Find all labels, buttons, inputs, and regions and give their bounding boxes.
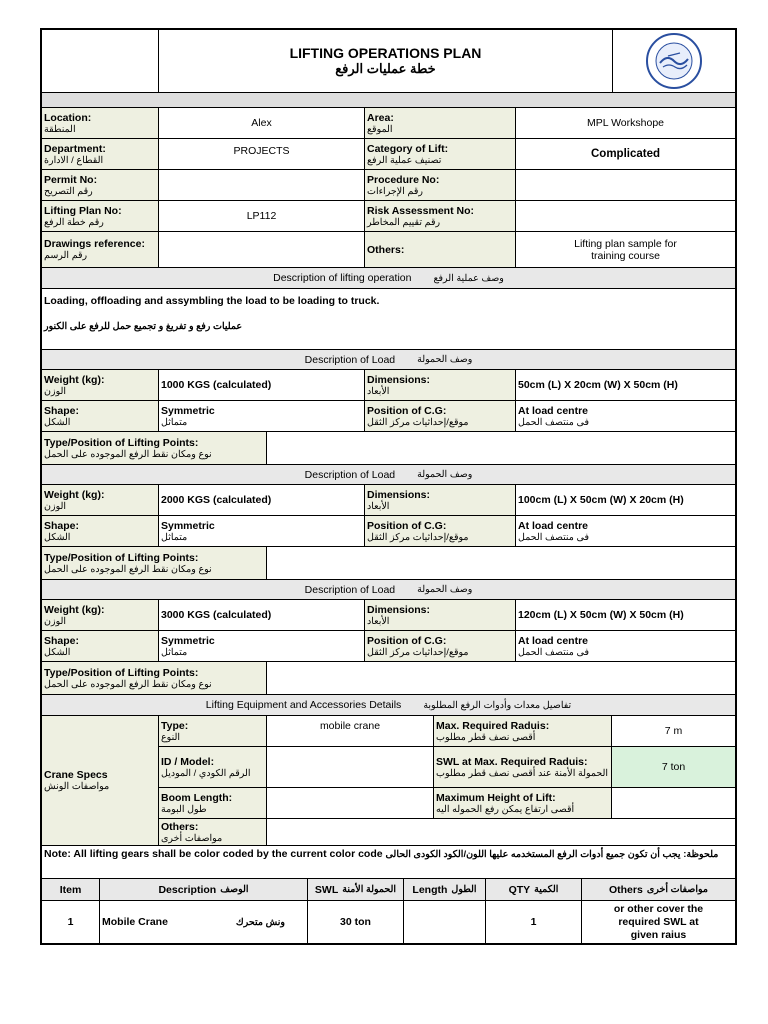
header-row — [42, 30, 735, 93]
load-1-shape-row — [42, 401, 735, 432]
weight-label-cell — [42, 370, 159, 400]
load-1-cg-cell — [516, 401, 735, 431]
load-1-shape: Symmetric — [161, 404, 215, 417]
row-length — [404, 901, 486, 943]
col-item-header — [42, 879, 100, 900]
drawings-label-arabic: رقم الرسم — [44, 250, 88, 261]
department-label: Department: — [44, 142, 106, 155]
load-1-points-row — [42, 432, 735, 465]
load-2-shape-cell — [159, 516, 365, 546]
shape-label-cell — [42, 401, 159, 431]
load-1-cg-arabic: فى منتصف الحمل — [518, 416, 589, 428]
dimensions-label: Dimensions: — [367, 373, 431, 386]
col-description-arabic: الوصف — [220, 884, 249, 895]
weight-label: Weight (kg): — [44, 373, 105, 386]
crane-specs-block — [42, 716, 735, 846]
load-3-points-row — [42, 662, 735, 695]
model-label: ID / Model: — [161, 755, 215, 768]
area-label: Area: — [367, 111, 394, 124]
operation-text-arabic: عمليات رفع و تفريغ و تجميع حمل للرفع على الكنور — [44, 321, 243, 332]
col-description-header — [100, 879, 308, 900]
col-swl-header — [308, 879, 404, 900]
note-text-arabic: ملحوظة: يجب أن تكون جميع أدوات الرفع المستخدمه عليها اللون/الكود الكودى الحالى — [385, 849, 719, 860]
permit-value — [159, 170, 365, 200]
points-label: Type/Position of Lifting Points: — [44, 436, 199, 449]
row-swl: 30 ton — [308, 901, 404, 943]
height-value — [612, 788, 735, 818]
model-value — [267, 747, 434, 787]
crane-model-row — [159, 747, 735, 788]
crane-specs-label-cell — [42, 716, 159, 845]
col-qty-header — [486, 879, 582, 900]
load-2-dimensions: 100cm (L) X 50cm (W) X 20cm (H) — [518, 494, 684, 506]
swl-value: 7 ton — [612, 747, 735, 787]
risk-value — [516, 201, 735, 231]
col-swl-label: SWL — [314, 883, 339, 896]
weight-label: Weight (kg): — [44, 603, 105, 616]
load-1-shape-arabic: متماثل — [161, 416, 188, 428]
shape-label: Shape: — [44, 519, 80, 532]
shape-label-arabic: الشكل — [44, 646, 71, 658]
risk-label-cell — [365, 201, 516, 231]
boom-label: Boom Length: — [161, 791, 233, 804]
weight-label: Weight (kg): — [44, 488, 105, 501]
dimensions-label-arabic: الأبعاد — [367, 615, 390, 627]
cg-label-arabic: موقع/إحداثيات مركز الثقل — [367, 416, 469, 428]
col-qty-label: QTY — [508, 883, 531, 896]
area-label-cell — [365, 108, 516, 138]
row-others-line3: given raius — [630, 928, 687, 941]
title-cell — [159, 30, 613, 92]
load-3-weight-row — [42, 600, 735, 631]
info-row-department — [42, 139, 735, 170]
load-1-weight: 1000 KGS (calculated) — [159, 370, 365, 400]
permit-label: Permit No: — [44, 173, 98, 186]
header-blank-cell — [42, 30, 159, 92]
operation-header-arabic: وصف عملية الرفع — [433, 272, 504, 284]
row-description-text: Mobile Crane — [102, 916, 168, 928]
load-2-weight: 2000 KGS (calculated) — [159, 485, 365, 515]
load-header-label: Description of Load — [304, 468, 396, 481]
others-value-cell — [516, 232, 735, 267]
load-3-shape-cell — [159, 631, 365, 661]
weight-label-arabic: الوزن — [44, 615, 67, 627]
type-label-cell — [159, 716, 267, 746]
plan-value: LP112 — [159, 201, 365, 231]
procedure-label: Procedure No: — [367, 173, 440, 186]
shape-label-arabic: الشكل — [44, 531, 71, 543]
logo-cell — [613, 30, 735, 92]
drawings-label: Drawings reference: — [44, 238, 145, 250]
department-label-arabic: القطاع / الادارة — [44, 154, 104, 166]
points-label: Type/Position of Lifting Points: — [44, 551, 199, 564]
plan-label: Lifting Plan No: — [44, 204, 122, 217]
note-text: Note: All lifting gears shall be color coded by the current color code — [44, 848, 383, 860]
info-row-location — [42, 108, 735, 139]
crane-others-label-cell — [159, 819, 267, 845]
page-title: LIFTING OPERATIONS PLAN — [289, 45, 482, 61]
load-2-points-value — [267, 547, 735, 579]
load-3-weight: 3000 KGS (calculated) — [159, 600, 365, 630]
load-2-cg: At load centre — [518, 519, 589, 532]
color-code-note — [42, 846, 735, 879]
permit-label-arabic: رقم التصريح — [44, 185, 93, 197]
load-2-shape: Symmetric — [161, 519, 215, 532]
plan-label-cell — [42, 201, 159, 231]
load-3-shape-row — [42, 631, 735, 662]
operation-text: Loading, offloading and assymbling the load to be loading to truck. — [44, 295, 380, 307]
load-3-points-value — [267, 662, 735, 694]
height-label: Maximum Height of Lift: — [436, 791, 556, 804]
info-row-drawings — [42, 232, 735, 268]
load-3-cg: At load centre — [518, 634, 589, 647]
others-label-cell — [365, 232, 516, 267]
weight-label-arabic: الوزن — [44, 500, 67, 512]
radius-label-arabic: أقصى نصف قطر مطلوب — [436, 731, 536, 743]
load-1-points-value — [267, 432, 735, 464]
row-others — [582, 901, 735, 943]
weight-label-cell — [42, 600, 159, 630]
shape-label-cell — [42, 516, 159, 546]
height-label-cell — [434, 788, 612, 818]
cg-label-arabic: موقع/إحداثيات مركز الثقل — [367, 531, 469, 543]
col-length-arabic: الطول — [451, 884, 477, 895]
drawings-value — [159, 232, 365, 267]
shape-label-cell — [42, 631, 159, 661]
swl-label: SWL at Max. Required Raduis: — [436, 755, 588, 768]
permit-label-cell — [42, 170, 159, 200]
category-value: Complicated — [590, 148, 660, 160]
col-description-label: Description — [158, 883, 217, 896]
cg-label-cell — [365, 516, 516, 546]
cg-label-cell — [365, 631, 516, 661]
location-label-cell — [42, 108, 159, 138]
drawings-label-cell — [42, 232, 159, 267]
operation-header — [42, 268, 735, 289]
others-value-line1: Lifting plan sample for — [574, 237, 677, 250]
crane-type-row — [159, 716, 735, 747]
points-label-cell — [42, 662, 267, 694]
info-row-permit — [42, 170, 735, 201]
risk-label-arabic: رقم تقييم المخاطر — [367, 216, 441, 228]
load-2-shape-arabic: متماثل — [161, 531, 188, 543]
col-length-label: Length — [412, 883, 448, 896]
category-label-cell — [365, 139, 516, 169]
points-label: Type/Position of Lifting Points: — [44, 666, 199, 679]
radius-label-cell — [434, 716, 612, 746]
weight-label-cell — [42, 485, 159, 515]
boom-label-arabic: طول البومة — [161, 803, 207, 815]
procedure-label-arabic: رقم الإجراءات — [367, 185, 423, 197]
crane-specs-label-arabic: مواصفات الونش — [44, 781, 110, 792]
cg-label: Position of C.G: — [367, 404, 447, 417]
dimensions-label: Dimensions: — [367, 603, 431, 616]
col-others-header — [582, 879, 735, 900]
swl-label-arabic: الحمولة الأمنة عند أقصى نصف قطر مطلوب — [436, 767, 609, 779]
category-label-arabic: تصنيف عملية الرفع — [367, 154, 442, 166]
load-3-cg-cell — [516, 631, 735, 661]
location-label-arabic: المنطقة — [44, 123, 76, 135]
cg-label-cell — [365, 401, 516, 431]
points-label-arabic: نوع ومكان نقط الرفع الموجوده على الحمل — [44, 678, 212, 690]
crane-others-value — [267, 819, 735, 845]
load-header-arabic: وصف الحمولة — [417, 354, 473, 365]
location-label: Location: — [44, 111, 92, 124]
cg-label: Position of C.G: — [367, 634, 447, 647]
row-others-line1: or other cover the — [613, 902, 704, 915]
load-header-arabic: وصف الحمولة — [417, 469, 473, 480]
crane-others-label-arabic: مواصفات أخرى — [161, 832, 223, 844]
model-label-cell — [159, 747, 267, 787]
area-label-arabic: الموقع — [367, 123, 393, 135]
lifting-plan-sheet — [40, 28, 737, 945]
row-item: 1 — [42, 901, 100, 943]
row-description-arabic: ونش متحرك — [235, 916, 285, 928]
load-3-dimensions: 120cm (L) X 50cm (W) X 50cm (H) — [518, 609, 684, 621]
procedure-label-cell — [365, 170, 516, 200]
equipment-header-arabic: تفاصيل معدات وأدوات الرفع المطلوبة — [423, 699, 572, 711]
department-label-cell — [42, 139, 159, 169]
radius-label: Max. Required Raduis: — [436, 719, 550, 732]
company-logo-icon — [644, 32, 704, 90]
equipment-header — [42, 695, 735, 716]
dimensions-label-arabic: الأبعاد — [367, 385, 390, 397]
col-qty-arabic: الكمية — [534, 884, 559, 895]
area-value: MPL Workshope — [586, 117, 665, 129]
height-label-arabic: أقصى ارتفاع يمكن رفع الحموله اليه — [436, 803, 575, 815]
load-1-weight-row — [42, 370, 735, 401]
info-row-plan — [42, 201, 735, 232]
load-3-header — [42, 580, 735, 600]
dimensions-label-cell — [365, 485, 516, 515]
row-qty: 1 — [486, 901, 582, 943]
equipment-header-label: Lifting Equipment and Accessories Details — [205, 699, 402, 711]
dimensions-label-arabic: الأبعاد — [367, 500, 390, 512]
shape-label: Shape: — [44, 634, 80, 647]
model-label-arabic: الرقم الكودي / الموديل — [161, 767, 251, 779]
load-3-cg-arabic: فى منتصف الحمل — [518, 646, 589, 658]
load-header-arabic: وصف الحمولة — [417, 584, 473, 595]
load-2-cg-cell — [516, 516, 735, 546]
crane-others-label: Others: — [161, 820, 199, 833]
col-others-label: Others — [608, 883, 643, 896]
operation-header-label: Description of lifting operation — [273, 272, 412, 284]
shape-label: Shape: — [44, 404, 80, 417]
type-value: mobile crane — [267, 716, 434, 746]
col-item-label: Item — [59, 883, 82, 896]
type-label-arabic: النوع — [161, 731, 180, 743]
load-3-shape: Symmetric — [161, 634, 215, 647]
load-2-shape-row — [42, 516, 735, 547]
crane-specs-grid — [159, 716, 735, 845]
table-row — [42, 901, 735, 943]
plan-label-arabic: رقم خطة الرفع — [44, 216, 104, 228]
type-label: Type: — [161, 719, 189, 732]
dimensions-label-cell — [365, 600, 516, 630]
dimensions-label-cell — [365, 370, 516, 400]
cg-label: Position of C.G: — [367, 519, 447, 532]
boom-label-cell — [159, 788, 267, 818]
radius-value: 7 m — [664, 725, 683, 737]
load-2-header — [42, 465, 735, 485]
load-1-dimensions: 50cm (L) X 20cm (W) X 50cm (H) — [518, 379, 678, 391]
others-value-line2: training course — [591, 249, 660, 262]
weight-label-arabic: الوزن — [44, 385, 67, 397]
equipment-table-header — [42, 879, 735, 901]
points-label-cell — [42, 432, 267, 464]
shape-label-arabic: الشكل — [44, 416, 71, 428]
load-header-label: Description of Load — [304, 353, 396, 366]
dimensions-label: Dimensions: — [367, 488, 431, 501]
procedure-value — [516, 170, 735, 200]
load-3-shape-arabic: متماثل — [161, 646, 188, 658]
load-2-points-row — [42, 547, 735, 580]
row-description — [100, 901, 308, 943]
points-label-cell — [42, 547, 267, 579]
risk-label: Risk Assessment No: — [367, 204, 474, 217]
swl-label-cell — [434, 747, 612, 787]
load-1-cg: At load centre — [518, 404, 589, 417]
boom-value — [267, 788, 434, 818]
location-value: Alex — [159, 108, 365, 138]
crane-boom-row — [159, 788, 735, 819]
load-1-shape-cell — [159, 401, 365, 431]
crane-others-row — [159, 819, 735, 845]
col-swl-arabic: الحمولة الأمنة — [342, 884, 397, 895]
cg-label-arabic: موقع/إحداثيات مركز الثقل — [367, 646, 469, 658]
load-header-label: Description of Load — [304, 583, 396, 596]
crane-specs-label: Crane Specs — [44, 769, 108, 781]
department-value: PROJECTS — [159, 139, 365, 169]
header-spacer — [42, 93, 735, 108]
operation-description — [42, 289, 735, 350]
row-others-line2: required SWL at — [618, 915, 699, 928]
others-label: Others: — [367, 243, 405, 256]
col-others-arabic: مواصفات أخرى — [646, 884, 709, 895]
points-label-arabic: نوع ومكان نقط الرفع الموجوده على الحمل — [44, 563, 212, 575]
points-label-arabic: نوع ومكان نقط الرفع الموجوده على الحمل — [44, 448, 212, 460]
load-1-header — [42, 350, 735, 370]
load-2-weight-row — [42, 485, 735, 516]
col-length-header — [404, 879, 486, 900]
load-2-cg-arabic: فى منتصف الحمل — [518, 531, 589, 543]
category-label: Category of Lift: — [367, 142, 449, 155]
page-title-arabic: خطة عمليات الرفع — [335, 61, 436, 76]
